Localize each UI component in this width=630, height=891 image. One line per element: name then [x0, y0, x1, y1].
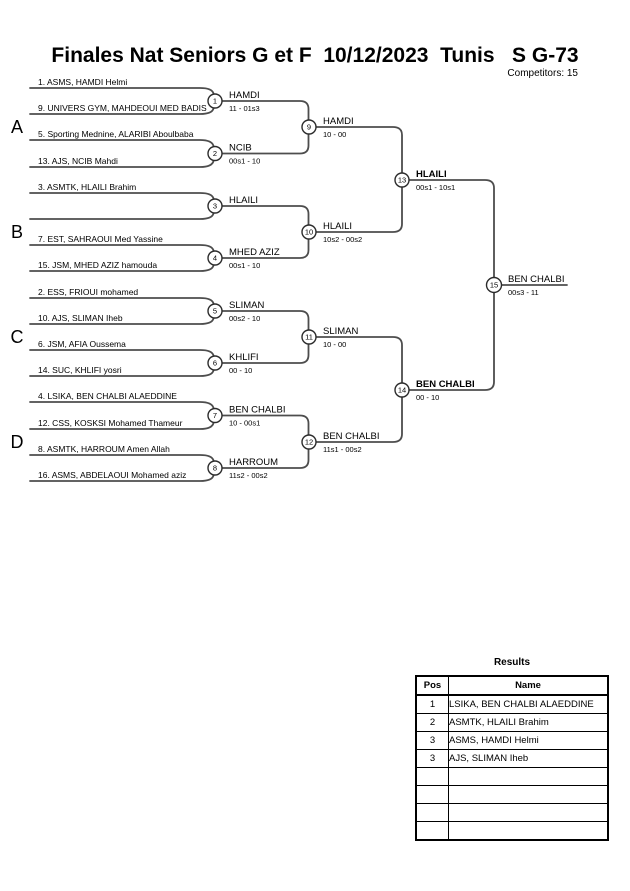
slot-line-13: [30, 402, 214, 408]
match-score-12: 11s1 - 00s2: [323, 445, 362, 454]
winner-name-7: BEN CHALBI: [229, 404, 286, 416]
slot-label-14: 12. CSS, KOSKSI Mohamed Thameur: [38, 418, 183, 428]
group-label-b: B: [10, 222, 24, 242]
match-score-10: 10s2 - 00s2: [323, 235, 363, 244]
match-score-15: 00s3 - 11: [508, 288, 539, 297]
slot-line-11: [30, 350, 214, 356]
results-header-row: [416, 676, 608, 695]
slot-label-13: 4. LSIKA, BEN CHALBI ALAEDDINE: [38, 391, 177, 401]
results-row: [416, 822, 608, 841]
name-cell: [449, 768, 609, 786]
winner-name-15: BEN CHALBI: [508, 274, 565, 285]
match-number-8: 8: [212, 463, 218, 473]
winner-name-1: HAMDI: [229, 90, 260, 101]
match-score-4: 00s1 - 10: [229, 261, 261, 270]
pos-cell: [416, 786, 449, 804]
pos-cell: 3: [416, 750, 449, 768]
slot-label-12: 14. SUC, KHLIFI yosri: [38, 365, 122, 375]
group-label-d: D: [10, 432, 24, 452]
slot-line-5: [30, 193, 214, 199]
results-header-pos: Pos: [416, 676, 449, 695]
match-score-11: 10 - 00: [323, 340, 347, 349]
results-table: [415, 675, 609, 841]
match-number-4: 4: [212, 253, 218, 263]
competitors-count: Competitors: 15: [507, 68, 578, 79]
match-number-10: 10: [304, 227, 314, 237]
match-score-6: 00 - 10: [229, 366, 253, 375]
slot-line-7: [30, 245, 214, 251]
slot-label-2: 9. UNIVERS GYM, MAHDEOUI MED BADIS: [38, 103, 207, 113]
slot-label-5: 3. ASMTK, HLAILI Brahim: [38, 182, 137, 192]
name-cell: ASMS, HAMDI Helmi: [449, 732, 609, 750]
winner-name-12: BEN CHALBI: [323, 431, 380, 442]
match-connector-14: [409, 293, 494, 391]
results-row: [416, 732, 608, 750]
match-score-14: 00 - 10: [416, 393, 440, 402]
name-cell: ASMTK, HLAILI Brahim: [449, 714, 609, 732]
pos-cell: [416, 768, 449, 786]
match-score-7: 10 - 00s1: [229, 418, 261, 428]
results-row: [416, 750, 608, 768]
slot-label-16: 16. ASMS, ABDELAOUI Mohamed aziz: [38, 470, 187, 480]
group-label-a: A: [10, 117, 24, 137]
match-score-2: 00s1 - 10: [229, 156, 261, 166]
winner-name-14: BEN CHALBI: [416, 379, 475, 390]
match-number-3: 3: [212, 201, 218, 211]
pos-cell: [416, 822, 449, 841]
slot-line-15: [30, 455, 214, 461]
slot-label-4: 13. AJS, NCIB Mahdi: [38, 156, 118, 166]
results-row: [416, 804, 608, 822]
slot-line-9: [30, 298, 214, 304]
slot-label-9: 2. ESS, FRIOUI mohamed: [38, 287, 139, 297]
match-score-1: 11 - 01s3: [229, 104, 260, 113]
match-score-8: 11s2 - 00s2: [229, 471, 268, 480]
match-number-15: 15: [489, 280, 499, 290]
slot-label-1: 1. ASMS, HAMDI Helmi: [38, 77, 128, 87]
match-number-6: 6: [212, 358, 218, 368]
results-row: [416, 768, 608, 786]
winner-name-13: HLAILI: [416, 169, 447, 180]
slot-label-11: 6. JSM, AFIA Oussema: [38, 339, 126, 349]
match-connector-13: [409, 180, 494, 278]
pos-cell: 2: [416, 714, 449, 732]
winner-name-10: HLAILI: [323, 221, 353, 232]
name-cell: [449, 822, 609, 841]
group-label-c: C: [10, 327, 24, 347]
winner-name-5: SLIMAN: [229, 300, 265, 311]
match-connector-3: [222, 206, 309, 225]
results-header-name: Name: [449, 676, 609, 695]
results-row: [416, 786, 608, 804]
match-score-13: 00s1 - 10s1: [416, 183, 456, 192]
match-number-1: 1: [212, 96, 218, 106]
match-number-7: 7: [212, 411, 218, 421]
slot-label-7: 7. EST, SAHRAOUI Med Yassine: [38, 234, 163, 244]
name-cell: AJS, SLIMAN Iheb: [449, 750, 609, 768]
name-cell: [449, 786, 609, 804]
winner-name-2: NCIB: [229, 142, 252, 154]
winner-name-4: MHED AZIZ: [229, 247, 280, 258]
results-row: [416, 714, 608, 732]
winner-name-6: KHLIFI: [229, 352, 259, 363]
results-row: [416, 695, 608, 714]
match-number-11: 11: [305, 332, 313, 342]
slot-line-3: [30, 140, 214, 146]
match-number-13: 13: [397, 175, 407, 185]
winner-name-11: SLIMAN: [323, 326, 359, 337]
winner-name-9: HAMDI: [323, 116, 354, 127]
page-title: Finales Nat Seniors G et F 10/12/2023 Tunis S G-73: [51, 44, 579, 67]
slot-line-1: [30, 88, 214, 94]
match-number-12: 12: [304, 437, 314, 447]
pos-cell: 1: [416, 695, 449, 714]
match-score-5: 00s2 - 10: [229, 314, 261, 323]
slot-label-10: 10. AJS, SLIMAN Iheb: [38, 313, 123, 323]
slot-line-6: [30, 214, 214, 220]
winner-name-3: HLAILI: [229, 195, 259, 206]
slot-label-3: 5. Sporting Mednine, ALARIBI Aboulbaba: [38, 129, 194, 139]
match-number-5: 5: [212, 306, 218, 316]
slot-label-8: 15. JSM, MHED AZIZ hamouda: [38, 260, 158, 270]
slot-label-15: 8. ASMTK, HARROUM Amen Allah: [38, 444, 170, 454]
match-score-9: 10 - 00: [323, 130, 347, 139]
match-number-9: 9: [306, 122, 312, 132]
name-cell: LSIKA, BEN CHALBI ALAEDDINE: [449, 695, 609, 714]
pos-cell: [416, 804, 449, 822]
winner-name-8: HARROUM: [229, 457, 279, 468]
match-number-14: 14: [397, 385, 407, 395]
match-number-2: 2: [212, 149, 218, 159]
name-cell: [449, 804, 609, 822]
results-title: Results: [493, 657, 531, 668]
pos-cell: 3: [416, 732, 449, 750]
